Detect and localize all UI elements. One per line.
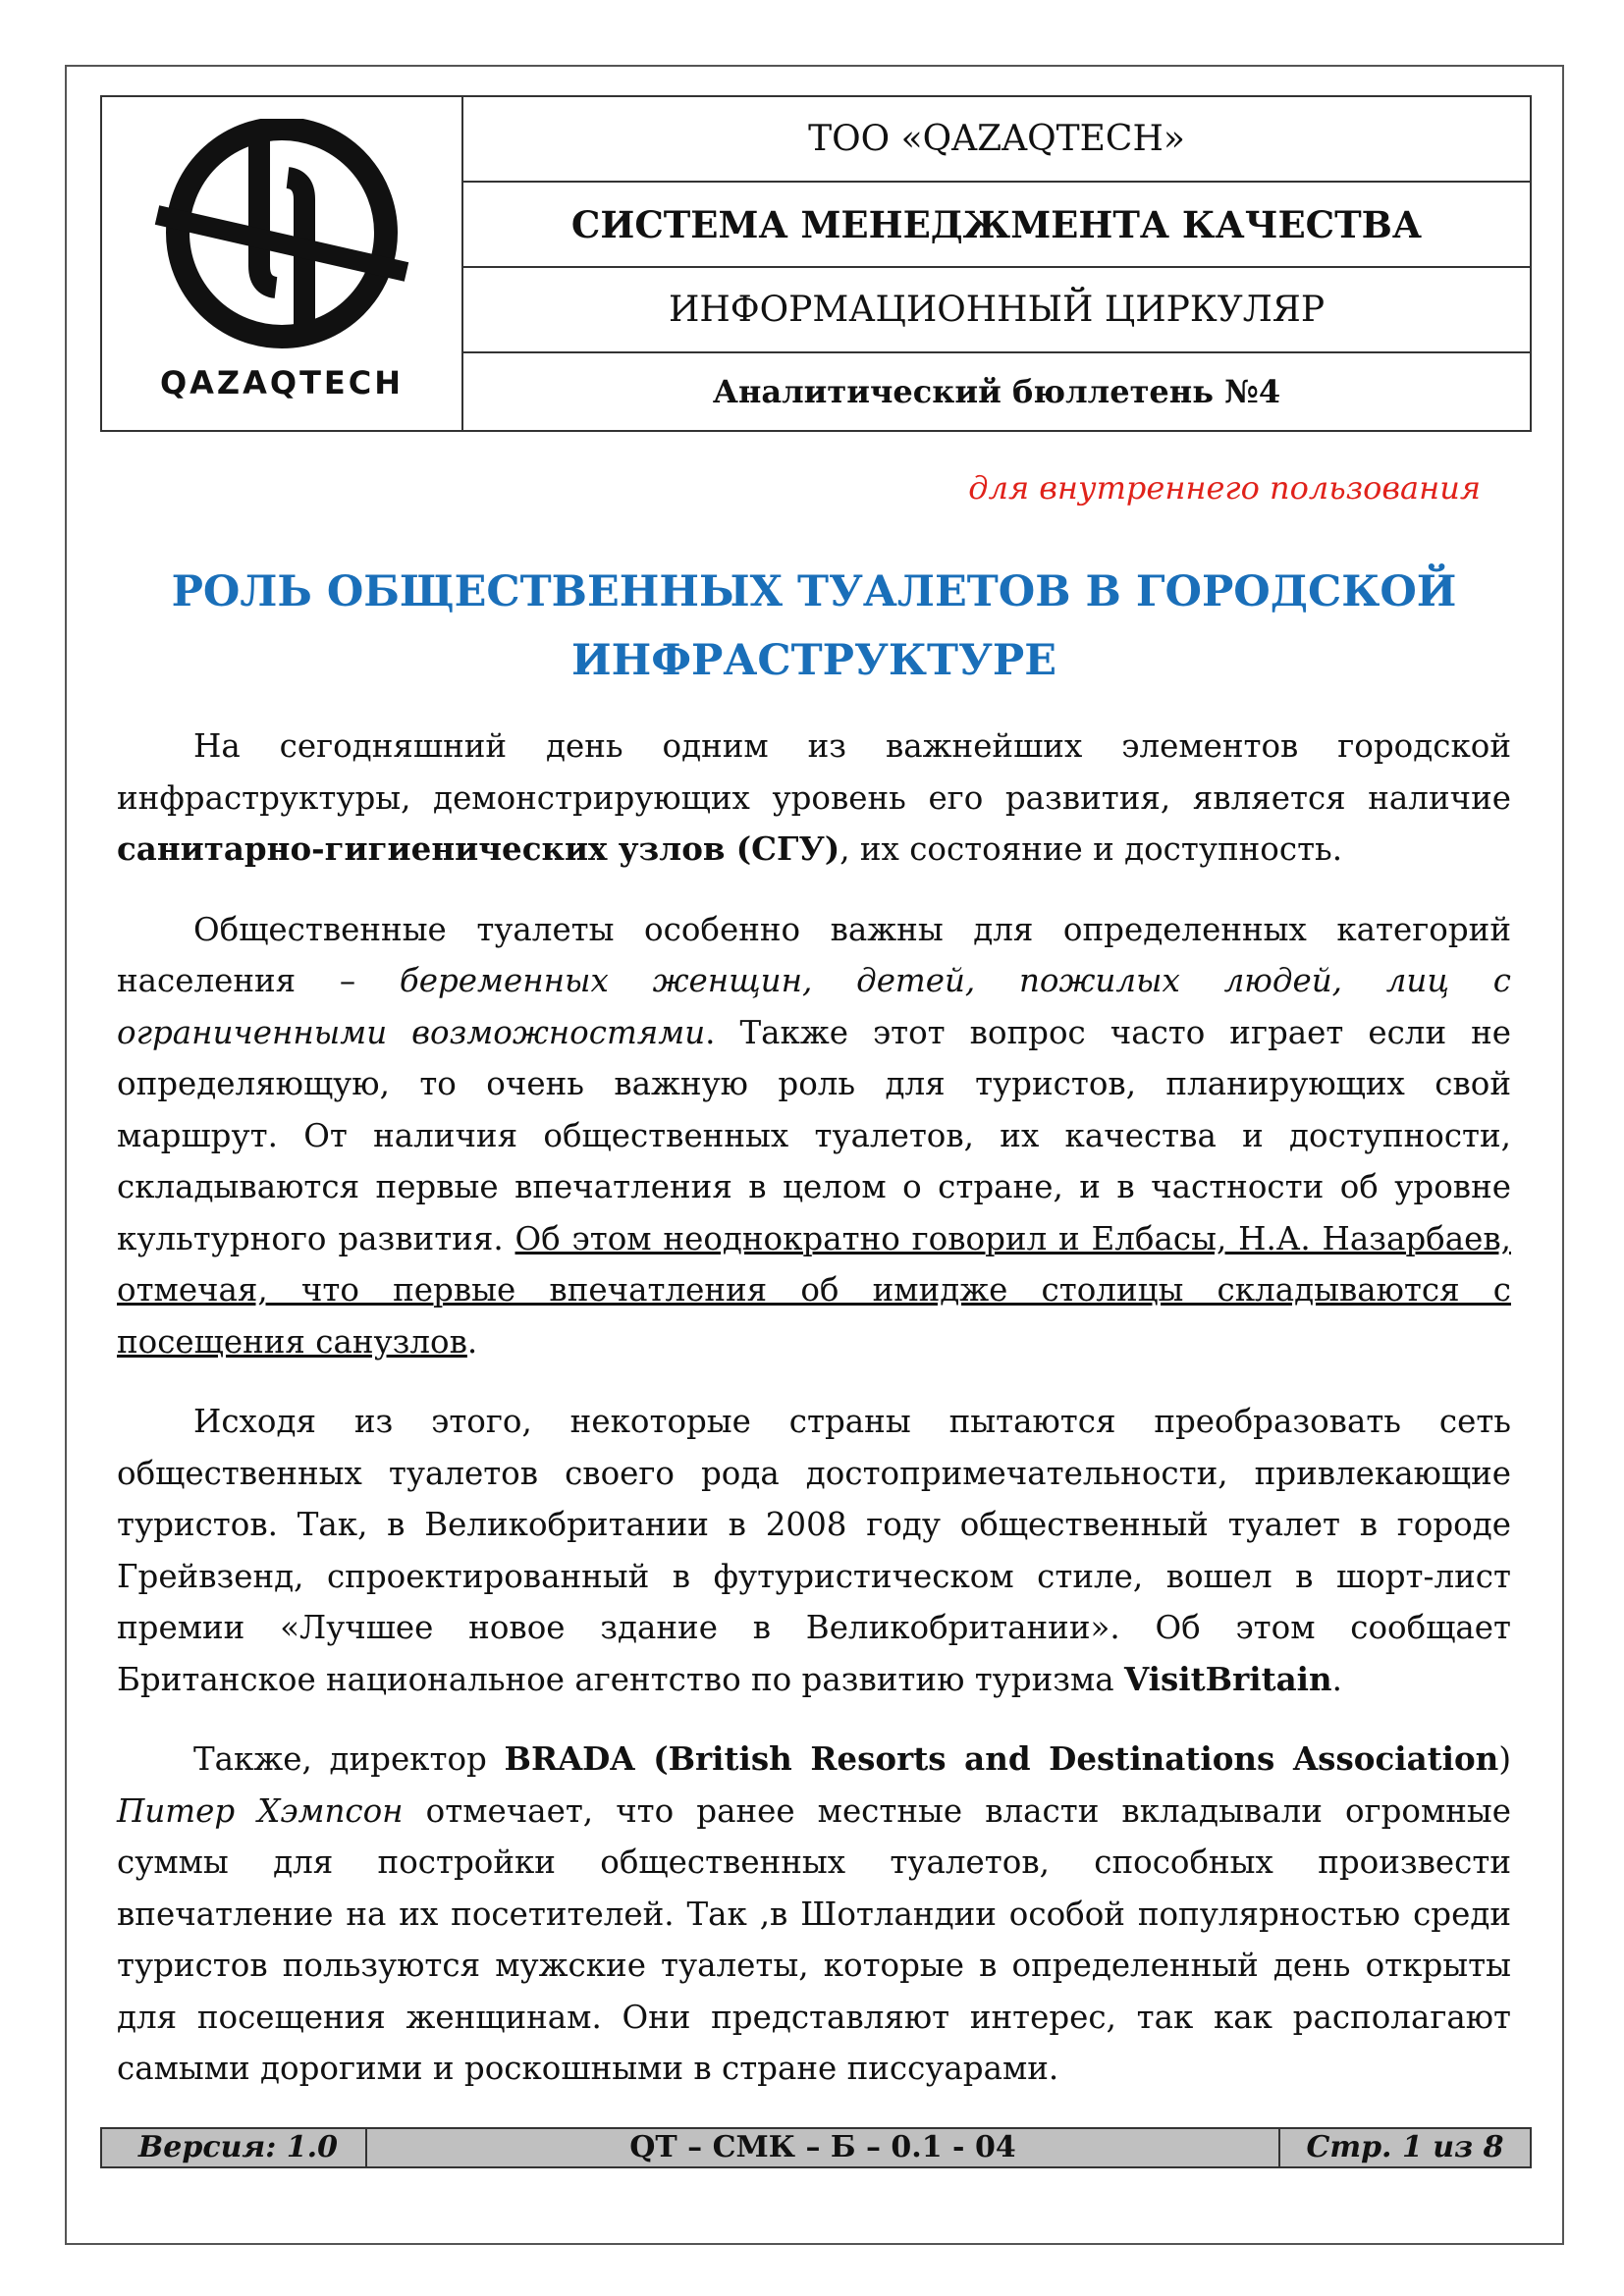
logo-wordmark: QAZAQTECH xyxy=(159,364,405,401)
paragraph-4-paren: ) xyxy=(1498,1740,1511,1778)
paragraph-4-italic: Питер Хэмпсон xyxy=(117,1791,404,1830)
internal-use-note: для внутреннего пользования xyxy=(968,469,1481,507)
paragraph-1-tail: , их состояние и доступность. xyxy=(839,830,1343,868)
paragraph-1 xyxy=(117,721,1511,876)
document-footer xyxy=(100,2127,1532,2168)
paragraph-4-text: Также, директор xyxy=(193,1740,505,1778)
paragraph-1-bold: санитарно-гигиенических узлов (СГУ) xyxy=(117,829,840,868)
paragraph-4 xyxy=(117,1734,1511,2095)
footer-version: Версия: 1.0 xyxy=(102,2129,367,2166)
paragraph-2-body: . Также этот вопрос часто играет если не определяющую, то очень важную роль для туристов, планирующих свой маршрут. От наличия общественных туалетов, их качества и доступности, складываются первые впечатления в целом о стране, и в частности об уровне культурного развития. xyxy=(117,1013,1511,1257)
paragraph-2-text: Общественные туалеты особенно важны для определенных категорий населения – xyxy=(117,910,1511,999)
paragraph-2-underlined: Об этом неоднократно говорил и Елбасы, Н.А. Назарбаев, отмечая, что первые впечатления об имидже столицы складываются с посещения санузлов xyxy=(117,1219,1511,1361)
title-line-2: ИНФРАСТРУКТУРЕ xyxy=(571,636,1056,685)
paragraph-4-bold: BRADA (British Resorts and Destinations Association xyxy=(504,1739,1499,1778)
paragraph-1-text: На сегодняшний день одним из важнейших элементов городской инфраструктуры, демонстрирующих уровень его развития, является наличие xyxy=(117,727,1511,817)
paragraph-2-tail: . xyxy=(466,1322,478,1361)
company-name: ТОО «QAZAQTECH» xyxy=(463,97,1530,183)
paragraph-3 xyxy=(117,1396,1511,1705)
document-title xyxy=(118,558,1510,695)
bulletin-name: Аналитический бюллетень №4 xyxy=(712,373,1281,410)
qazaqtech-logo-icon xyxy=(153,119,410,354)
paragraph-3-bold: VisitBritain xyxy=(1123,1659,1332,1698)
paragraph-2 xyxy=(117,904,1511,1368)
system-name: СИСТЕМА МЕНЕДЖМЕНТА КАЧЕСТВА xyxy=(463,183,1530,268)
paragraph-2-italic: беременных женщин, детей, пожилых людей, лиц с ограниченными возможностями xyxy=(117,962,1511,1051)
footer-page-number: Стр. 1 из 8 xyxy=(1306,2130,1504,2164)
paragraph-3-tail: . xyxy=(1331,1660,1342,1698)
document-type: ИНФОРМАЦИОННЫЙ ЦИРКУЛЯР xyxy=(463,268,1530,353)
logo-cell xyxy=(102,97,463,430)
paragraph-3-text: Исходя из этого, некоторые страны пытаются преобразовать сеть общественных туалетов своего рода достопримечательности, привлекающие туристов. Так, в Великобритании в 2008 году общественный туалет в городе Грейвзенд, спроектированный в футуристическом стиле, вошел в шорт-лист премии «Лучшее новое здание в Великобритании». Об этом сообщает Британское национальное агентство по развитию туризма xyxy=(117,1403,1511,1698)
document-header xyxy=(100,95,1532,432)
paragraph-4-tail: отмечает, что ранее местные власти вкладывали огромные суммы для постройки общественных туалетов, способных произвести впечатление на их посетителей. Так ,в Шотландии особой популярностью среди туристов пользуются мужские туалеты, которые в определенный день открыты для посещения женщинам. Они представляют интерес, так как располагают самыми дорогими и роскошными в стране писсуарами. xyxy=(117,1791,1511,2087)
body-text xyxy=(117,721,1511,2123)
footer-code: QT – СМК – Б – 0.1 - 04 xyxy=(367,2129,1280,2166)
title-line-1: РОЛЬ ОБЩЕСТВЕННЫХ ТУАЛЕТОВ В ГОРОДСКОЙ xyxy=(171,567,1457,616)
